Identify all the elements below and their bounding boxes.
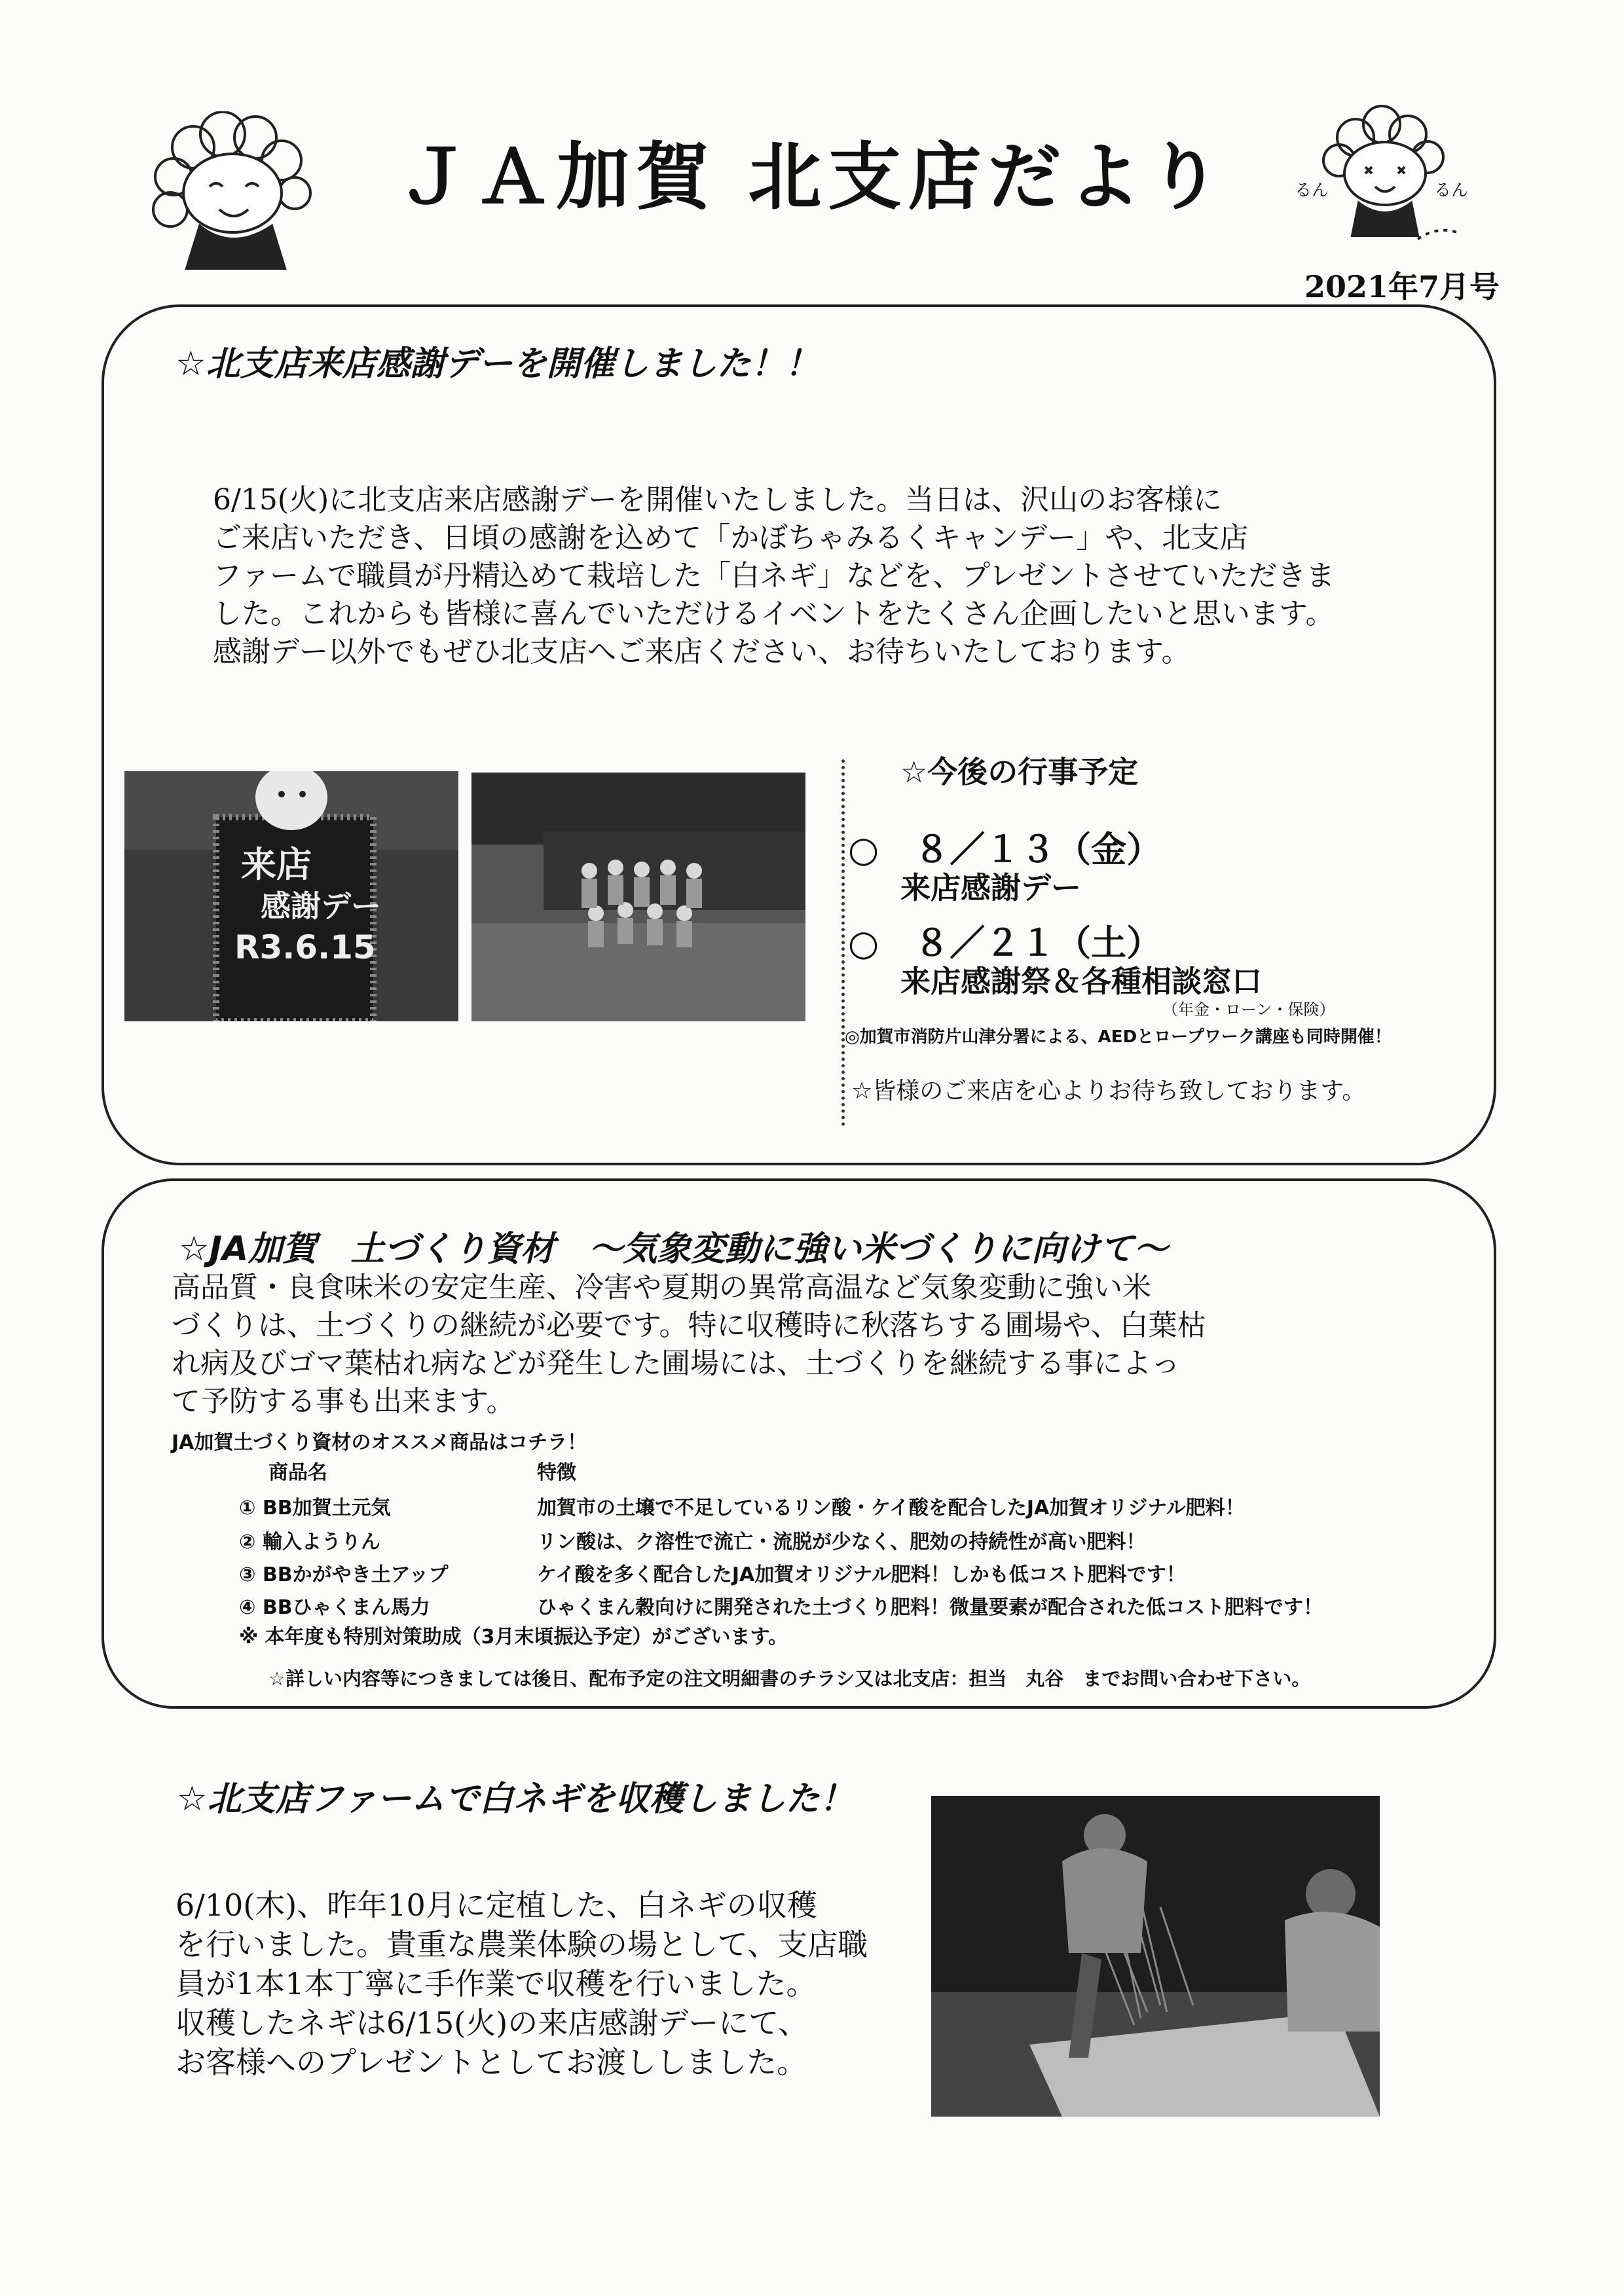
sign-text-3: R3.6.15 — [234, 928, 376, 966]
product-1-name: ① BB加賀土元気 — [239, 1497, 391, 1520]
events-divider — [841, 759, 845, 1126]
paragraph-line: お客様へのプレゼントとしてお渡ししました。 — [175, 2045, 807, 2080]
contact-note: ☆詳しい内容等につきましては後日、配布予定の注文明細書のチラシ又は北支店：担当 丸谷 までお問い合わせ下さい。 — [268, 1667, 1311, 1690]
newsletter-title: ＪＡ加賀 北支店だより — [396, 134, 1228, 220]
paragraph-line: 感謝デー以外でもぜひ北支店へご来店ください、お待ちいたしております。 — [213, 635, 1190, 668]
events-closing-message: ☆皆様のご来店を心よりお待ち致しております。 — [851, 1078, 1366, 1104]
sign-text-1: 来店 — [241, 844, 312, 885]
photo-staff-group — [471, 773, 805, 1021]
section-soil-materials-paragraph — [172, 1269, 1206, 1421]
paragraph-line: 6/10(木)、昨年10月に定植した、白ネギの収穫 — [175, 1887, 817, 1923]
paragraph-line: を行いました。貴重な農業体験の場として、支店職 — [175, 1927, 868, 1962]
paragraph-line: 高品質・良食味米の安定生産、冷害や夏期の異常高温など気象変動に強い米 — [172, 1271, 1151, 1304]
paragraph-line: ファームで職員が丹精込めて栽培した「白ネギ」などを、プレゼントさせていただきま — [213, 559, 1335, 592]
paragraph-line: て予防する事も出来ます。 — [172, 1385, 515, 1418]
event-1-date: ○ ８／１３（金） — [848, 828, 1162, 870]
section-soil-materials-heading: ☆JA加賀 土づくり資材 ～気象変動に強い米づくりに向けて～ — [179, 1230, 1168, 1269]
paragraph-line: 収穫したネギは6/15(火)の来店感謝デーにて、 — [175, 2005, 809, 2041]
section-harvest-paragraph — [175, 1886, 868, 2082]
paragraph-line: した。これからも皆様に喜んでいただけるイベントをたくさん企画したいと思います。 — [213, 597, 1335, 630]
event-1-name: 来店感謝デー — [900, 870, 1081, 905]
paragraph-line: れ病及びゴマ葉枯れ病などが発生した圃場には、土づくりを継続する事によっ — [172, 1347, 1180, 1380]
event-2-sub-note: （年金・ローン・保険） — [1162, 1000, 1335, 1019]
mascot-right-illustration — [1293, 98, 1477, 255]
paragraph-line: ご来店いただき、日頃の感謝を込めて「かぼちゃみるくキャンデー」や、北支店 — [213, 521, 1249, 555]
recommend-label: JA加賀土づくり資材のオススメ商品はコチラ！ — [172, 1431, 587, 1454]
product-3-name: ③ BBかがやき土アップ — [239, 1563, 449, 1586]
section-thanks-day-paragraph — [213, 481, 1335, 671]
mascot-text-run-2: るん — [1434, 181, 1469, 200]
issue-date: 2021年7月号 — [1304, 269, 1500, 304]
column-header-product: 商品名 — [268, 1461, 327, 1484]
mascot-text-run-1: るん — [1295, 181, 1329, 200]
paragraph-line: 員が1本1本丁寧に手作業で収穫を行いました。 — [175, 1966, 817, 2001]
column-header-feature: 特徴 — [537, 1461, 576, 1484]
event-2-name: 来店感謝祭＆各種相談窓口 — [900, 964, 1262, 999]
paragraph-line: 6/15(火)に北支店来店感謝デーを開催いたしました。当日は、沢山のお客様に — [213, 483, 1223, 517]
photo-thanks-day-sign — [124, 771, 458, 1021]
subsidy-note: ※ 本年度も特別対策助成（3月末頃振込予定）がございます。 — [239, 1626, 788, 1649]
sign-text-2: 感謝デー — [261, 888, 381, 924]
event-2-date: ○ ８／２１（土） — [848, 922, 1162, 964]
section-thanks-day-heading: ☆北支店来店感謝デーを開催しました！！ — [175, 344, 819, 384]
product-3-feature: ケイ酸を多く配合したJA加賀オリジナル肥料！しかも低コスト肥料です！ — [537, 1563, 1186, 1586]
product-4-feature: ひゃくまん穀向けに開発された土づくり肥料！微量要素が配合された低コスト肥料です！ — [537, 1596, 1323, 1619]
product-2-name: ② 輸入ようりん — [239, 1531, 380, 1554]
section-harvest-heading: ☆北支店ファームで白ネギを収穫しました！ — [177, 1779, 854, 1819]
product-1-feature: 加賀市の土壌で不足しているリン酸・ケイ酸を配合したJA加賀オリジナル肥料！ — [537, 1497, 1245, 1520]
product-2-feature: リン酸は、ク溶性で流亡・流脱が少なく、肥効の持続性が高い肥料！ — [537, 1531, 1146, 1554]
event-additional-note: ◎加賀市消防片山津分署による、AEDとロープワーク講座も同時開催！ — [845, 1027, 1392, 1047]
photo-leek-harvest — [931, 1796, 1380, 2117]
product-4-name: ④ BBひゃくまん馬力 — [239, 1596, 430, 1619]
upcoming-events-title: ☆今後の行事予定 — [900, 754, 1139, 790]
paragraph-line: づくりは、土づくりの継続が必要です。特に収穫時に秋落ちする圃場や、白葉枯 — [172, 1309, 1206, 1342]
